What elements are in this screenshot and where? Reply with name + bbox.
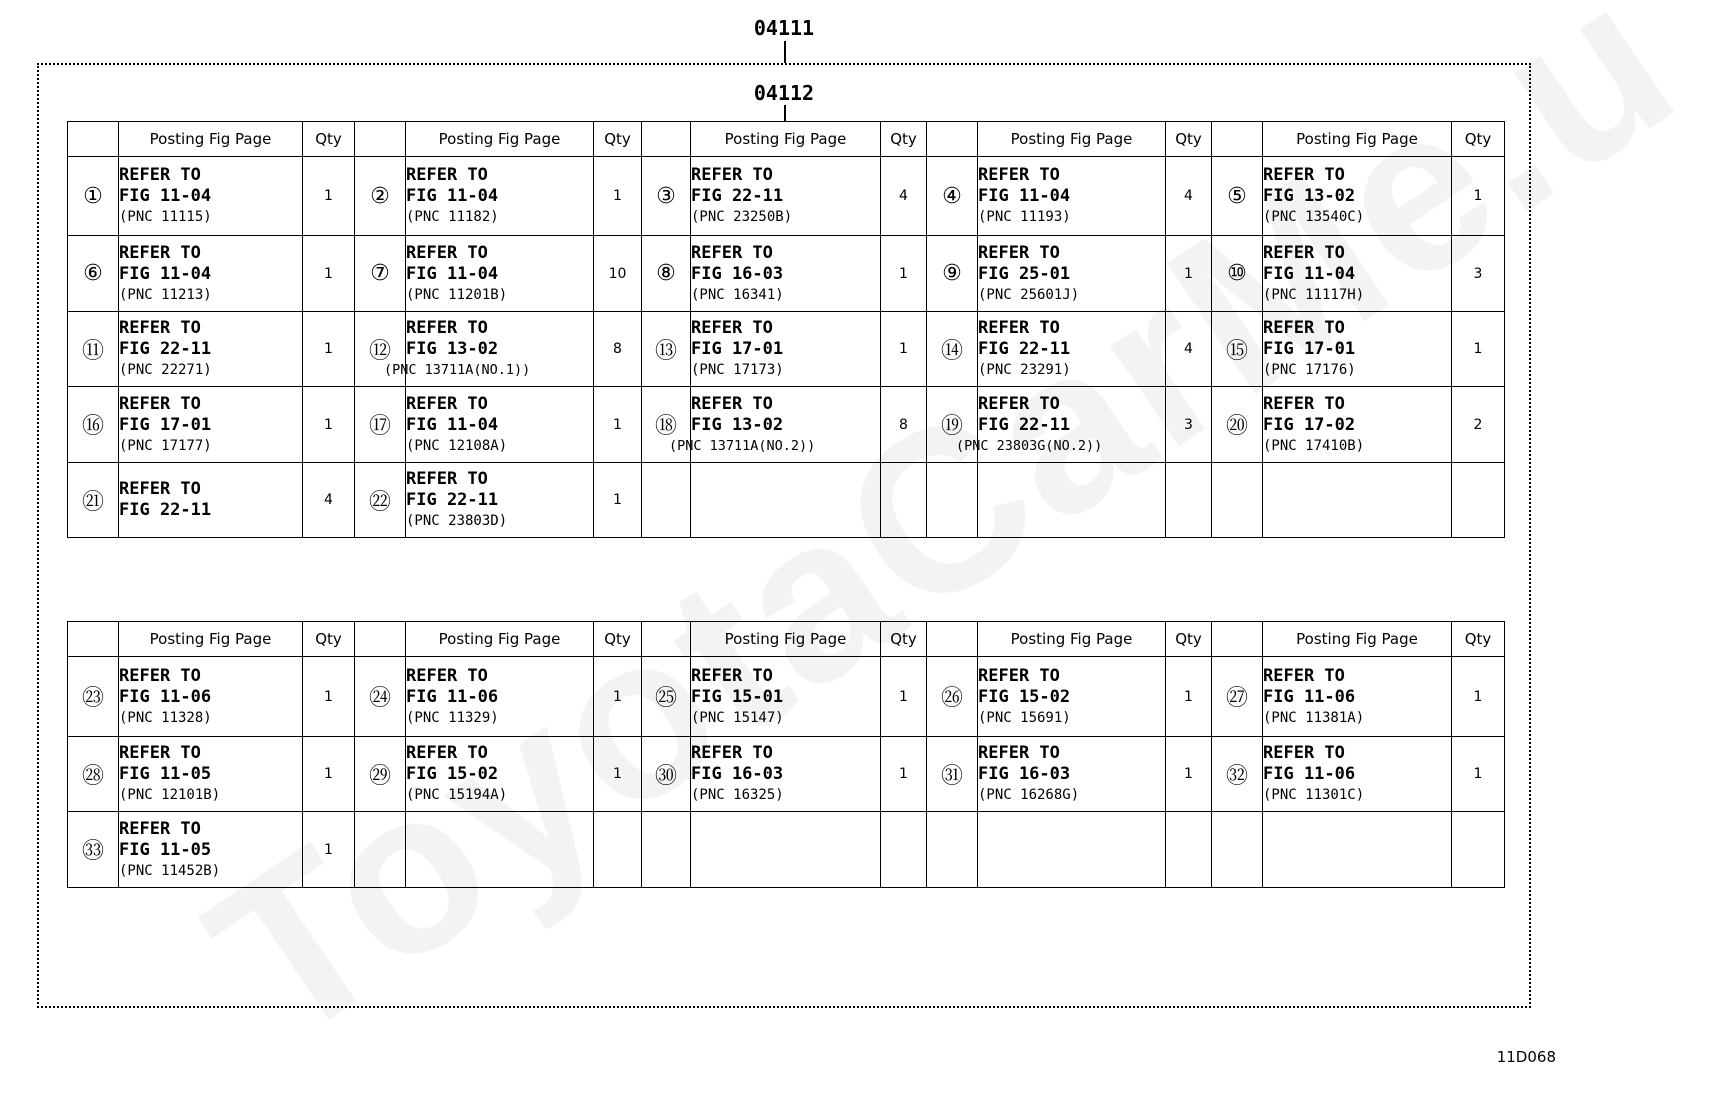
item-number	[927, 463, 978, 538]
pnc-code: (PNC 23291)	[978, 362, 1071, 378]
callout-04112: 04112	[753, 81, 815, 105]
header-posting-fig-page: Posting Fig Page	[978, 622, 1166, 657]
callout-04111-leader	[784, 41, 786, 63]
refer-to-label: REFER TO	[1263, 665, 1345, 686]
posting-fig-reference	[1263, 236, 1452, 312]
qty-value: 8	[594, 312, 642, 387]
reference-table-lower	[67, 621, 1505, 888]
refer-to-label: REFER TO	[119, 665, 201, 686]
qty-value: 10	[594, 236, 642, 312]
pnc-code: (PNC 16268G)	[978, 787, 1080, 803]
header-num-blank	[1212, 122, 1263, 157]
qty-value: 1	[303, 157, 355, 236]
header-row	[68, 122, 1505, 157]
posting-fig-reference	[956, 387, 1166, 463]
refer-to-label: REFER TO	[691, 242, 773, 263]
refer-to-label: REFER TO	[691, 665, 773, 686]
item-number: ㉓	[68, 657, 119, 737]
item-number: ㉕	[642, 657, 691, 737]
header-num-blank	[927, 622, 978, 657]
header-num-blank	[68, 622, 119, 657]
pnc-code: (PNC 15147)	[691, 709, 784, 726]
qty-value: 4	[1166, 312, 1212, 387]
posting-fig-reference	[406, 157, 594, 236]
header-num-blank	[927, 122, 978, 157]
callout-04111: 04111	[753, 16, 815, 40]
header-qty: Qty	[594, 122, 642, 157]
qty-value: 1	[1452, 157, 1505, 236]
qty-value	[881, 812, 927, 888]
qty-value: 1	[1166, 657, 1212, 737]
item-number: ⑥	[68, 236, 119, 312]
pnc-code: (PNC 16325)	[691, 787, 784, 803]
refer-to-label: REFER TO	[978, 242, 1060, 263]
posting-fig-reference	[978, 236, 1166, 312]
qty-value: 1	[594, 387, 642, 463]
qty-value: 4	[881, 157, 927, 236]
posting-fig-reference	[978, 657, 1166, 737]
pnc-code: (PNC 17173)	[691, 362, 784, 378]
refer-to-label: REFER TO	[406, 469, 488, 489]
qty-value: 3	[1166, 387, 1212, 463]
header-qty: Qty	[1166, 622, 1212, 657]
refer-to-label: REFER TO	[1263, 242, 1345, 263]
item-number	[927, 812, 978, 888]
item-number: ㉘	[68, 737, 119, 812]
fig-link[interactable]: FIG 16-03	[691, 263, 784, 284]
fig-link[interactable]: FIG 11-04	[119, 186, 212, 206]
refer-to-label: REFER TO	[978, 665, 1060, 686]
posting-fig-reference	[384, 312, 594, 387]
qty-value: 1	[881, 737, 927, 812]
item-number	[1212, 463, 1263, 538]
refer-to-label: REFER TO	[119, 165, 201, 185]
fig-link[interactable]: FIG 22-11	[978, 414, 1071, 435]
qty-value: 1	[881, 312, 927, 387]
item-number: ⑰	[355, 387, 406, 463]
fig-link[interactable]: FIG 13-02	[1263, 186, 1356, 206]
image-code: 11D068	[1496, 1048, 1556, 1066]
pnc-code: (PNC 12108A)	[406, 437, 508, 454]
qty-value: 1	[1166, 236, 1212, 312]
fig-link[interactable]: FIG 11-06	[1263, 686, 1356, 707]
fig-link[interactable]: FIG 15-01	[691, 686, 784, 707]
pnc-code: (PNC 11213)	[119, 286, 212, 303]
fig-link[interactable]: FIG 11-04	[406, 186, 499, 206]
posting-fig-reference	[691, 157, 881, 236]
qty-value: 1	[1452, 312, 1505, 387]
item-number: ⑮	[1212, 312, 1263, 387]
item-number: ㉗	[1212, 657, 1263, 737]
qty-value: 2	[1452, 387, 1505, 463]
posting-fig-reference	[978, 737, 1166, 812]
posting-fig-reference	[691, 312, 881, 387]
item-number: ⑬	[642, 312, 691, 387]
qty-value: 1	[594, 157, 642, 236]
fig-link[interactable]: FIG 11-04	[406, 263, 499, 284]
refer-to-label: REFER TO	[119, 818, 201, 839]
header-row	[68, 622, 1505, 657]
item-number: ⑱	[642, 387, 691, 463]
item-number: ⑪	[68, 312, 119, 387]
refer-to-label: REFER TO	[406, 743, 488, 763]
refer-to-label: REFER TO	[1263, 393, 1345, 414]
qty-value: 1	[303, 236, 355, 312]
pnc-code: (PNC 11201B)	[406, 286, 508, 303]
posting-fig-reference	[691, 657, 881, 737]
fig-link[interactable]: FIG 25-01	[978, 263, 1071, 284]
qty-value	[1166, 812, 1212, 888]
fig-link[interactable]: FIG 11-05	[119, 839, 212, 860]
posting-fig-reference	[691, 812, 881, 888]
item-number: ㉑	[68, 463, 119, 538]
qty-value: 1	[303, 737, 355, 812]
header-num-blank	[1212, 622, 1263, 657]
qty-value: 4	[1166, 157, 1212, 236]
fig-link[interactable]: FIG 11-04	[1263, 263, 1356, 284]
pnc-code: (PNC 11182)	[406, 209, 499, 225]
posting-fig-reference	[406, 737, 594, 812]
qty-value: 1	[303, 657, 355, 737]
pnc-code: (PNC 17176)	[1263, 362, 1356, 378]
item-number: ⑲	[927, 387, 978, 463]
header-num-blank	[68, 122, 119, 157]
fig-link[interactable]: FIG 22-11	[119, 499, 212, 520]
qty-value: 8	[881, 387, 927, 463]
fig-link[interactable]: FIG 22-11	[406, 490, 499, 510]
pnc-code: (PNC 15194A)	[406, 787, 508, 803]
fig-link[interactable]: FIG 17-02	[1263, 414, 1356, 435]
item-number: ㉚	[642, 737, 691, 812]
header-posting-fig-page: Posting Fig Page	[1263, 622, 1452, 657]
posting-fig-reference	[406, 812, 594, 888]
posting-fig-reference	[691, 737, 881, 812]
pnc-code: (PNC 11301C)	[1263, 787, 1365, 803]
pnc-code: (PNC 11329)	[406, 709, 499, 726]
posting-fig-reference	[978, 312, 1166, 387]
item-number: ㉝	[68, 812, 119, 888]
pnc-code: (PNC 11328)	[119, 709, 212, 726]
item-number: ③	[642, 157, 691, 236]
posting-fig-reference	[1263, 312, 1452, 387]
item-number: ㉒	[355, 463, 406, 538]
fig-link[interactable]: FIG 11-06	[1263, 764, 1356, 784]
pnc-code: (PNC 13711A(NO.2))	[669, 437, 816, 454]
fig-link[interactable]: FIG 13-02	[406, 339, 499, 359]
qty-value: 3	[1452, 236, 1505, 312]
item-number: ⑩	[1212, 236, 1263, 312]
refer-to-label: REFER TO	[119, 743, 201, 763]
fig-link[interactable]: FIG 15-02	[978, 686, 1071, 707]
item-number: ⑫	[355, 312, 406, 387]
pnc-code: (PNC 23250B)	[691, 209, 793, 225]
qty-value: 1	[594, 657, 642, 737]
table-row	[68, 812, 1505, 888]
fig-link[interactable]: FIG 11-05	[119, 764, 212, 784]
table-row	[68, 737, 1505, 812]
fig-link[interactable]: FIG 13-02	[691, 414, 784, 435]
qty-value: 1	[1166, 737, 1212, 812]
qty-value: 4	[303, 463, 355, 538]
refer-to-label: REFER TO	[406, 393, 488, 414]
table-row	[68, 157, 1505, 236]
refer-to-label: REFER TO	[406, 665, 488, 686]
item-number: ㉔	[355, 657, 406, 737]
posting-fig-reference	[691, 463, 881, 538]
item-number: ㉛	[927, 737, 978, 812]
fig-link[interactable]: FIG 17-01	[119, 414, 212, 435]
qty-value: 1	[303, 312, 355, 387]
item-number: ⑧	[642, 236, 691, 312]
pnc-code: (PNC 11115)	[119, 209, 212, 225]
refer-to-label: REFER TO	[978, 165, 1060, 185]
table-row	[68, 657, 1505, 737]
item-number: ⑯	[68, 387, 119, 463]
item-number	[355, 812, 406, 888]
qty-value	[1452, 463, 1505, 538]
refer-to-label: REFER TO	[978, 393, 1060, 414]
refer-to-label: REFER TO	[691, 165, 773, 185]
fig-link[interactable]: FIG 17-01	[691, 339, 784, 359]
refer-to-label: REFER TO	[1263, 165, 1345, 185]
pnc-code: (PNC 11117H)	[1263, 286, 1365, 303]
reference-table-upper	[67, 121, 1505, 538]
posting-fig-reference	[119, 463, 303, 538]
posting-fig-reference	[406, 463, 594, 538]
pnc-code: (PNC 12101B)	[119, 787, 221, 803]
header-qty: Qty	[1166, 122, 1212, 157]
posting-fig-reference	[1263, 387, 1452, 463]
fig-link[interactable]: FIG 11-04	[406, 414, 499, 435]
pnc-code: (PNC 23803G(NO.2))	[956, 437, 1103, 454]
qty-value: 1	[1452, 737, 1505, 812]
header-qty: Qty	[1452, 122, 1505, 157]
item-number: ㉙	[355, 737, 406, 812]
header-qty: Qty	[594, 622, 642, 657]
posting-fig-reference	[119, 812, 303, 888]
posting-fig-reference	[119, 657, 303, 737]
item-number	[642, 463, 691, 538]
pnc-code: (PNC 15691)	[978, 709, 1071, 726]
table-row	[68, 387, 1505, 463]
header-qty: Qty	[881, 122, 927, 157]
refer-to-label: REFER TO	[1263, 318, 1345, 338]
callout-04112-leader	[784, 105, 786, 121]
table-row	[68, 463, 1505, 538]
posting-fig-reference	[119, 387, 303, 463]
pnc-code: (PNC 17177)	[119, 437, 212, 454]
header-posting-fig-page: Posting Fig Page	[119, 622, 303, 657]
header-posting-fig-page: Posting Fig Page	[406, 122, 594, 157]
fig-link[interactable]: FIG 15-02	[406, 764, 499, 784]
item-number: ㉜	[1212, 737, 1263, 812]
fig-link[interactable]: FIG 22-11	[978, 339, 1071, 359]
refer-to-label: REFER TO	[119, 393, 201, 414]
pnc-code: (PNC 22271)	[119, 362, 212, 378]
item-number	[642, 812, 691, 888]
posting-fig-reference	[119, 157, 303, 236]
qty-value	[1452, 812, 1505, 888]
posting-fig-reference	[669, 387, 881, 463]
header-posting-fig-page: Posting Fig Page	[978, 122, 1166, 157]
header-qty: Qty	[303, 122, 355, 157]
pnc-code: (PNC 16341)	[691, 286, 784, 303]
refer-to-label: REFER TO	[691, 393, 773, 414]
header-num-blank	[642, 122, 691, 157]
item-number: ⑨	[927, 236, 978, 312]
refer-to-label: REFER TO	[406, 318, 488, 338]
posting-fig-reference	[406, 657, 594, 737]
header-qty: Qty	[1452, 622, 1505, 657]
pnc-code: (PNC 11381A)	[1263, 709, 1365, 726]
qty-value: 1	[303, 812, 355, 888]
pnc-code: (PNC 13711A(NO.1))	[384, 362, 531, 378]
item-number: ④	[927, 157, 978, 236]
refer-to-label: REFER TO	[119, 478, 201, 499]
posting-fig-reference	[1263, 657, 1452, 737]
header-posting-fig-page: Posting Fig Page	[691, 122, 881, 157]
item-number: ①	[68, 157, 119, 236]
fig-link[interactable]: FIG 22-11	[119, 339, 212, 359]
posting-fig-reference	[978, 812, 1166, 888]
posting-fig-reference	[978, 463, 1166, 538]
qty-value: 1	[1452, 657, 1505, 737]
pnc-code: (PNC 11193)	[978, 209, 1071, 225]
posting-fig-reference	[1263, 157, 1452, 236]
refer-to-label: REFER TO	[978, 318, 1060, 338]
refer-to-label: REFER TO	[406, 242, 488, 263]
pnc-code: (PNC 11452B)	[119, 862, 221, 879]
qty-value: 1	[881, 657, 927, 737]
posting-fig-reference	[406, 387, 594, 463]
refer-to-label: REFER TO	[406, 165, 488, 185]
item-number: ⑳	[1212, 387, 1263, 463]
header-posting-fig-page: Posting Fig Page	[119, 122, 303, 157]
pnc-code: (PNC 23803D)	[406, 513, 508, 529]
fig-link[interactable]: FIG 22-11	[691, 186, 784, 206]
refer-to-label: REFER TO	[691, 318, 773, 338]
refer-to-label: REFER TO	[119, 318, 201, 338]
posting-fig-reference	[1263, 737, 1452, 812]
item-number: ⑤	[1212, 157, 1263, 236]
header-num-blank	[355, 122, 406, 157]
refer-to-label: REFER TO	[119, 242, 201, 263]
posting-fig-reference	[119, 737, 303, 812]
header-num-blank	[642, 622, 691, 657]
header-posting-fig-page: Posting Fig Page	[1263, 122, 1452, 157]
header-qty: Qty	[303, 622, 355, 657]
fig-link[interactable]: FIG 11-06	[406, 686, 499, 707]
item-number: ②	[355, 157, 406, 236]
item-number: ⑦	[355, 236, 406, 312]
posting-fig-reference	[691, 236, 881, 312]
item-number: ⑭	[927, 312, 978, 387]
pnc-code: (PNC 25601J)	[978, 286, 1080, 303]
header-num-blank	[355, 622, 406, 657]
posting-fig-reference	[119, 312, 303, 387]
table-row	[68, 312, 1505, 387]
fig-link[interactable]: FIG 11-06	[119, 686, 212, 707]
header-qty: Qty	[881, 622, 927, 657]
refer-to-label: REFER TO	[1263, 743, 1345, 763]
posting-fig-reference	[1263, 812, 1452, 888]
posting-fig-reference	[978, 157, 1166, 236]
qty-value	[594, 812, 642, 888]
header-posting-fig-page: Posting Fig Page	[406, 622, 594, 657]
posting-fig-reference	[406, 236, 594, 312]
fig-link[interactable]: FIG 16-03	[978, 764, 1071, 784]
qty-value: 1	[303, 387, 355, 463]
pnc-code: (PNC 13540C)	[1263, 209, 1365, 225]
refer-to-label: REFER TO	[978, 743, 1060, 763]
pnc-code: (PNC 17410B)	[1263, 437, 1365, 454]
fig-link[interactable]: FIG 16-03	[691, 764, 784, 784]
fig-link[interactable]: FIG 11-04	[119, 263, 212, 284]
refer-to-label: REFER TO	[691, 743, 773, 763]
posting-fig-reference	[119, 236, 303, 312]
item-number	[1212, 812, 1263, 888]
qty-value	[881, 463, 927, 538]
qty-value	[1166, 463, 1212, 538]
fig-link[interactable]: FIG 11-04	[978, 186, 1071, 206]
fig-link[interactable]: FIG 17-01	[1263, 339, 1356, 359]
table-row	[68, 236, 1505, 312]
qty-value: 1	[594, 463, 642, 538]
item-number: ㉖	[927, 657, 978, 737]
posting-fig-reference	[1263, 463, 1452, 538]
qty-value: 1	[594, 737, 642, 812]
header-posting-fig-page: Posting Fig Page	[691, 622, 881, 657]
qty-value: 1	[881, 236, 927, 312]
